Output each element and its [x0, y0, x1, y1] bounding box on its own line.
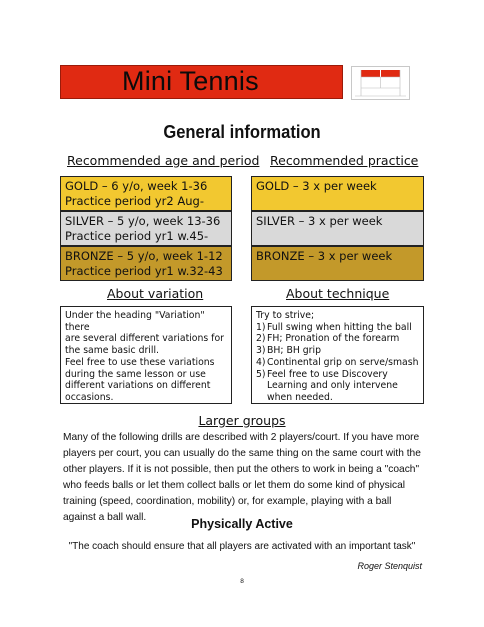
section-heading: General information [163, 122, 321, 142]
coach-quote: "The coach should ensure that all players are activated with an important task" [68, 541, 416, 552]
larger-groups-heading: Larger groups [198, 413, 286, 428]
variation-line: Feel free to use these variations [65, 356, 215, 368]
physically-active-heading: Physically Active [191, 517, 293, 531]
practice-silver-text: SILVER – 3 x per week [256, 214, 383, 228]
age-gold-line1: GOLD – 6 y/o, week 1-36 [65, 179, 208, 193]
variation-line: occasions. [65, 391, 114, 403]
age-bronze-line2: Practice period yr1 w.32-43 [65, 264, 223, 278]
age-gold-line2: Practice period yr2 Aug- [65, 194, 204, 208]
age-period-label: Recommended age and period [67, 153, 260, 168]
tennis-court-icon [351, 66, 410, 100]
variation-box [60, 306, 232, 404]
variation-line: are several different variations for [65, 333, 224, 345]
list-item: 3) BH; BH grip [256, 345, 321, 357]
list-item: 5) Feel free to use Discovery Learning and only intervene when needed. [256, 368, 398, 403]
quote-author: Roger Stenquist [357, 561, 422, 571]
practice-bronze-text: BRONZE – 3 x per week [256, 249, 393, 263]
list-item: 4) Continental grip on serve/smash [256, 356, 419, 368]
larger-groups-text: Many of the following drills are described with 2 players/court. If you have more players per court, you can usually do the same thing on the same court with the other players. If it is not possible, then put the others to work in being a "coach" who feeds balls or let them collect balls or let them do some kind of physical training (speed, coordination, mobility) or, for example, playing with a ball against a ball wall. [63, 432, 421, 524]
practice-box-silver [251, 211, 424, 246]
variation-line: different variations on different [65, 380, 211, 392]
variation-line: Under the heading "Variation" there [65, 310, 205, 333]
age-bronze-line1: BRONZE – 5 y/o, week 1-12 [65, 249, 223, 263]
page-number: 8 [240, 578, 244, 585]
technique-list [256, 322, 419, 404]
list-item: 2) FH; Pronation of the forearm [256, 333, 400, 345]
page-title: Mini Tennis [122, 66, 259, 96]
technique-intro: Try to strive; [256, 310, 315, 321]
practice-label: Recommended practice [270, 153, 419, 168]
practice-box-gold [251, 176, 424, 211]
variation-label: About variation [107, 286, 204, 301]
variation-line: during the same lesson or use [65, 368, 206, 380]
practice-gold-text: GOLD – 3 x per week [256, 179, 377, 193]
technique-box [251, 306, 424, 404]
age-silver-line2: Practice period yr1 w.45- [65, 229, 209, 243]
age-box-silver [60, 211, 232, 246]
age-silver-line1: SILVER – 5 y/o, week 13-36 [65, 214, 221, 228]
technique-label: About technique [286, 286, 390, 301]
variation-line: the same basic drill. [65, 345, 160, 357]
age-box-bronze [60, 246, 232, 281]
practice-box-bronze [251, 246, 424, 281]
age-box-gold [60, 176, 232, 211]
list-item: 1) Full swing when hitting the ball [256, 321, 412, 333]
